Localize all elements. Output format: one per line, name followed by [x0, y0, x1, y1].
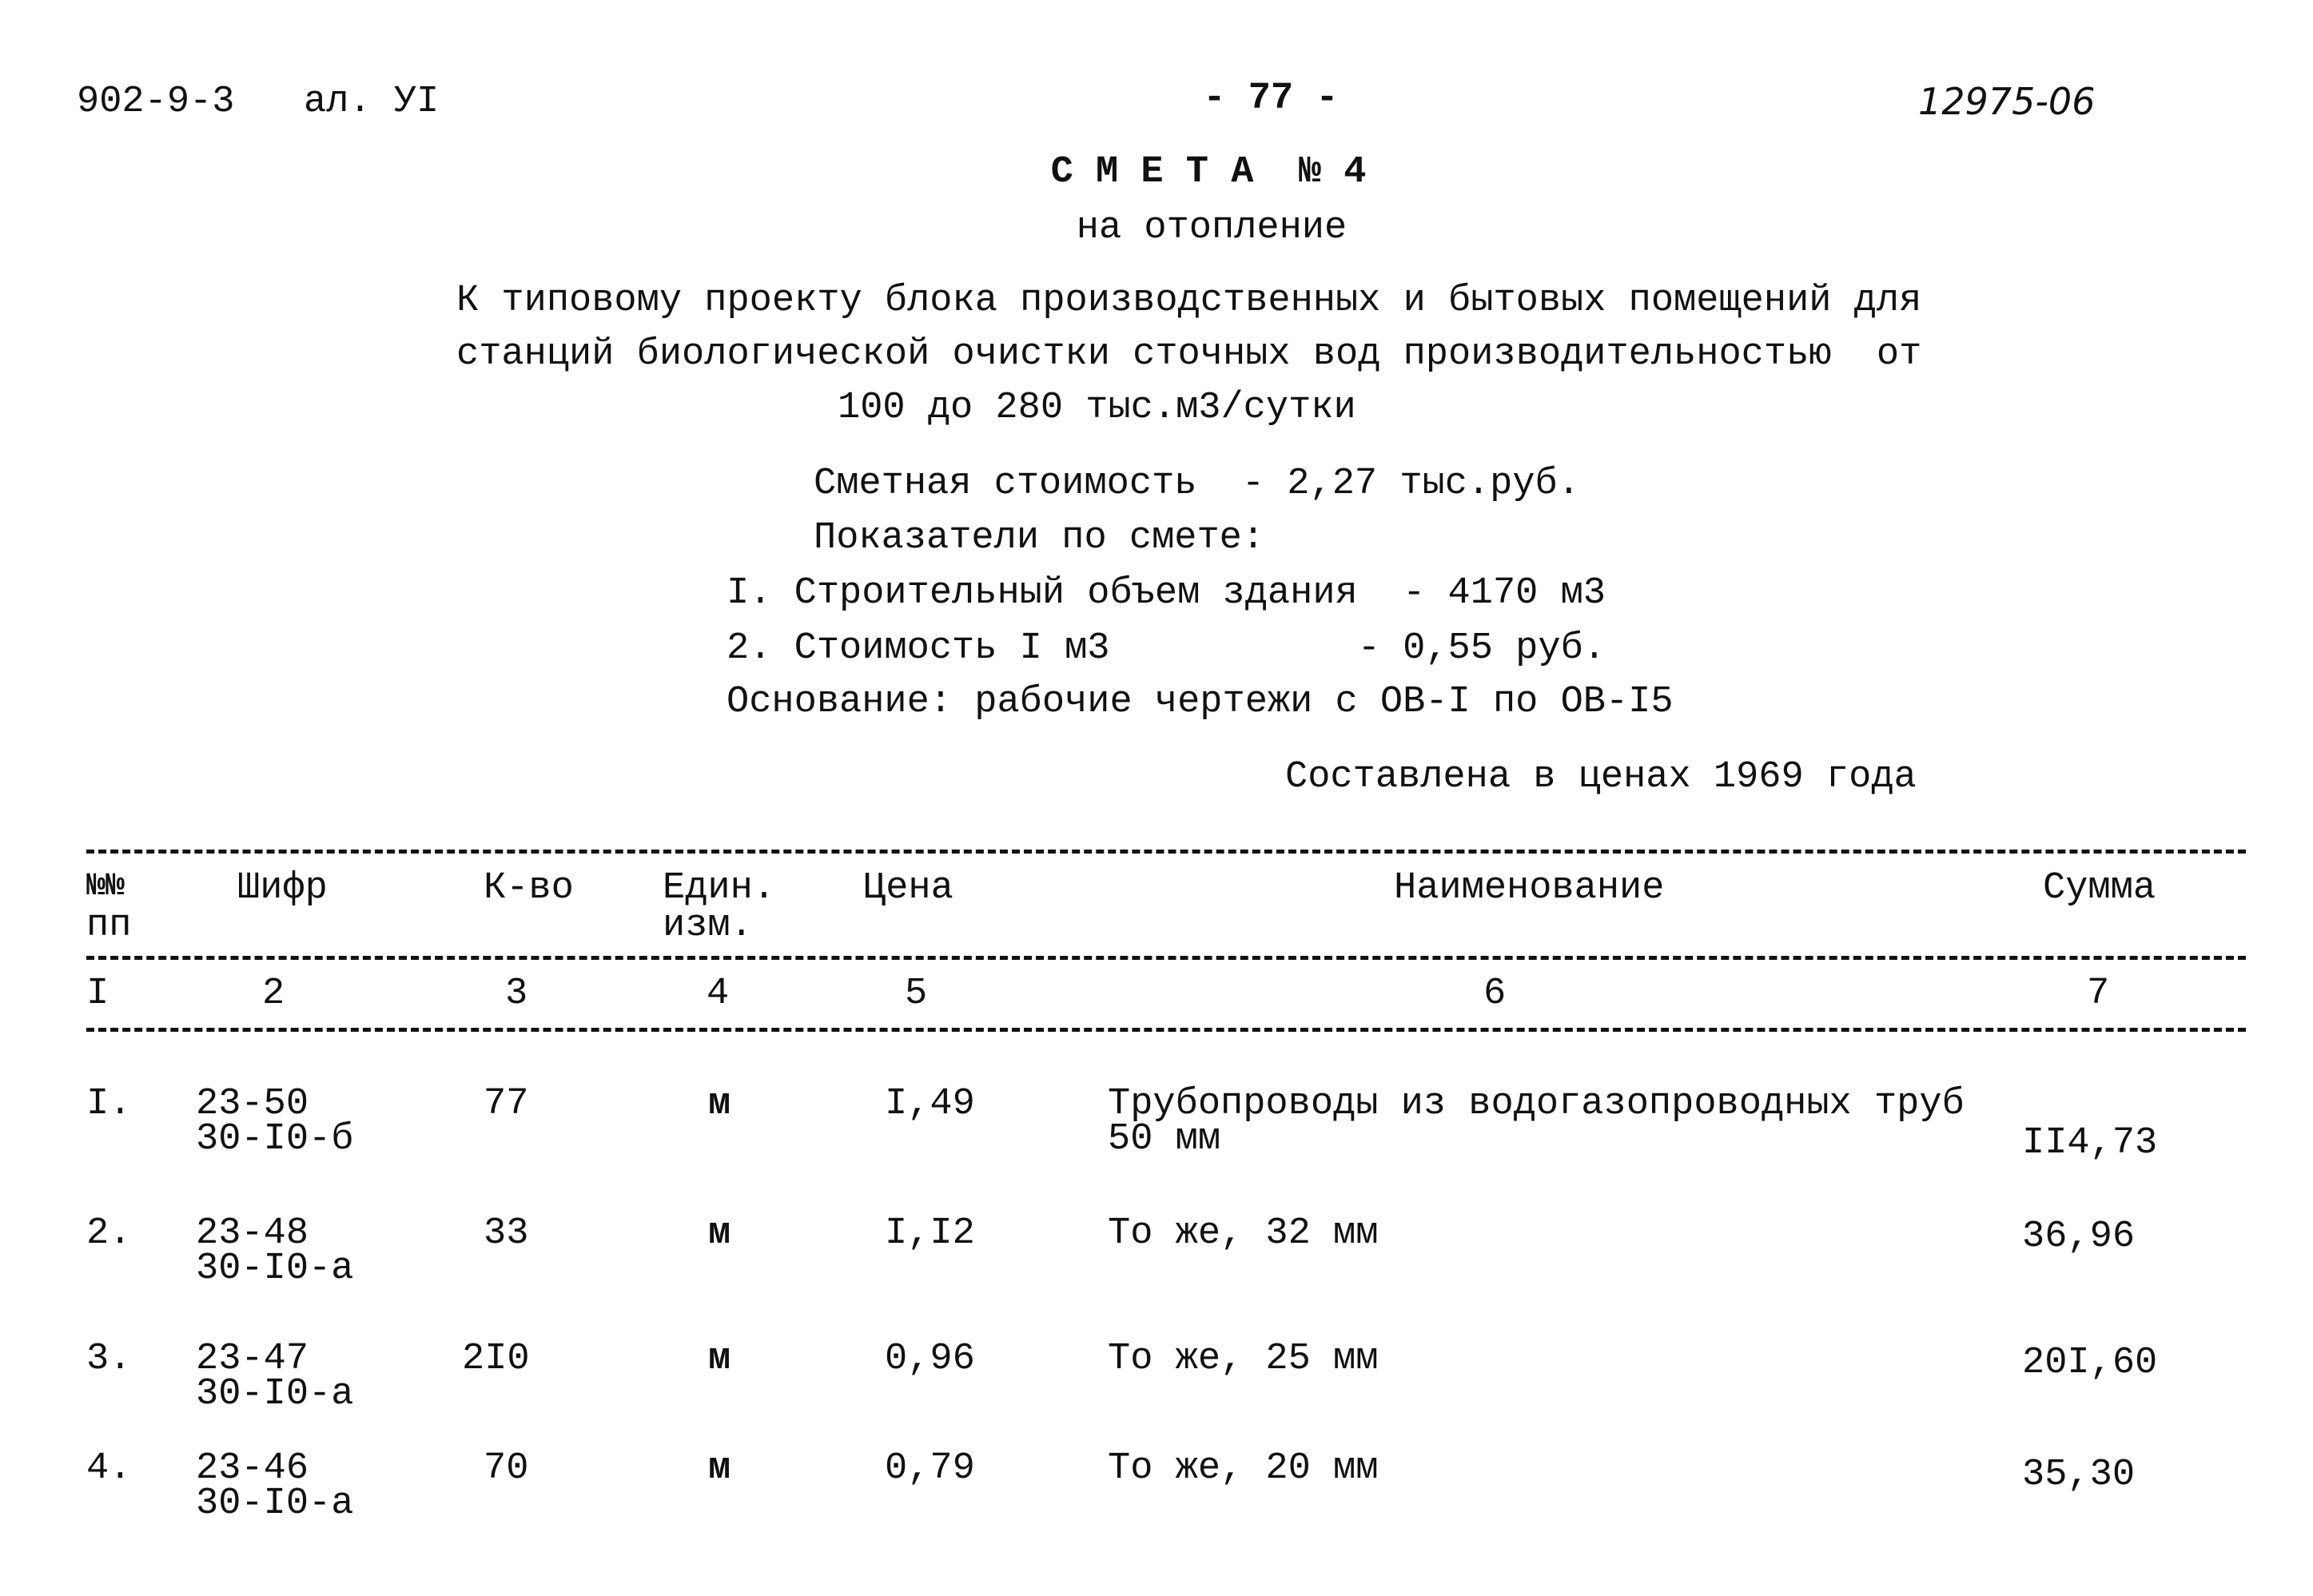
row-unit: м	[708, 1338, 731, 1380]
row-code: 23-48	[196, 1212, 309, 1255]
description-line: 100 до 280 тыс.м3/сутки	[838, 387, 1356, 429]
row-number: 4.	[86, 1447, 132, 1490]
description-line: станций биологической очистки сточных вод производительностью от	[456, 333, 1922, 376]
row-sum: 35,30	[2022, 1454, 2136, 1496]
row-qty: 33	[484, 1212, 529, 1255]
row-code: 30-I0-б	[196, 1118, 354, 1160]
header-num: №№	[86, 869, 125, 905]
basis: Основание: рабочие чертежи с ОВ-I по ОВ-I5	[727, 681, 1674, 723]
description-line: К типовому проекту блока производственных и бытовых помещений для	[456, 280, 1922, 322]
header-qty: К-во	[484, 867, 574, 909]
row-name: То же, 32 мм	[1108, 1212, 1379, 1255]
row-price: I,I2	[885, 1212, 975, 1255]
row-price: 0,96	[885, 1338, 975, 1380]
indicator-volume: I. Строительный объем здания - 4170 м3	[727, 572, 1606, 615]
document-title: С М Е Т А № 4	[1050, 151, 1367, 193]
table-top-rule	[86, 850, 2246, 854]
row-code: 30-I0-а	[196, 1373, 354, 1415]
row-number: 3.	[86, 1338, 132, 1380]
row-unit: м	[708, 1212, 731, 1255]
row-price: 0,79	[885, 1447, 975, 1490]
row-name: То же, 20 мм	[1108, 1447, 1379, 1490]
column-number: 4	[707, 973, 730, 1015]
doc-code: 902-9-3	[77, 81, 235, 123]
row-name: Трубопроводы из водогазопроводных труб	[1108, 1083, 1965, 1125]
row-sum: 20I,60	[2022, 1342, 2158, 1384]
header-name: Наименование	[1394, 867, 1665, 909]
column-number: 3	[505, 973, 528, 1015]
row-code: 30-I0-а	[196, 1483, 354, 1525]
page-number: - 77 -	[1203, 78, 1339, 120]
table-header-rule	[86, 956, 2246, 960]
indicator-unit-cost: 2. Стоимость I м3 - 0,55 руб.	[727, 627, 1606, 670]
inventory-number: 12975-06	[1918, 80, 2096, 123]
row-code: 23-46	[196, 1447, 309, 1490]
column-number: I	[86, 973, 109, 1015]
album-number: ал. УI	[304, 81, 440, 123]
row-qty: 77	[484, 1083, 529, 1125]
row-sum: II4,73	[2022, 1122, 2158, 1164]
table-numbers-rule	[86, 1028, 2246, 1032]
header-unit: изм.	[663, 905, 753, 947]
row-number: 2.	[86, 1212, 132, 1255]
column-number: 7	[2087, 973, 2110, 1015]
header-code: Шифр	[237, 867, 328, 909]
column-number: 2	[262, 973, 285, 1015]
document-subtitle: на отопление	[1076, 207, 1348, 249]
row-name: То же, 25 мм	[1108, 1338, 1379, 1380]
column-number: 5	[905, 973, 928, 1015]
row-number: I.	[86, 1083, 132, 1125]
row-sum: 36,96	[2022, 1216, 2136, 1258]
row-qty: 2I0	[462, 1338, 530, 1380]
header-unit: Един.	[663, 867, 776, 909]
row-price: I,49	[885, 1083, 975, 1125]
estimated-cost: Сметная стоимость - 2,27 тыс.руб.	[814, 463, 1580, 505]
header-price: Цена	[863, 867, 953, 909]
header-sum: Сумма	[2043, 867, 2156, 909]
row-unit: м	[708, 1447, 731, 1490]
row-code: 23-50	[196, 1083, 309, 1125]
prices-year: Составлена в ценах 1969 года	[1285, 756, 1917, 798]
row-qty: 70	[484, 1447, 529, 1490]
row-name: 50 мм	[1108, 1118, 1221, 1160]
row-code: 30-I0-а	[196, 1248, 354, 1290]
row-code: 23-47	[196, 1338, 309, 1380]
column-number: 6	[1483, 973, 1507, 1015]
header-num: пп	[86, 905, 132, 947]
row-unit: м	[708, 1083, 731, 1125]
indicators-label: Показатели по смете:	[814, 517, 1265, 559]
